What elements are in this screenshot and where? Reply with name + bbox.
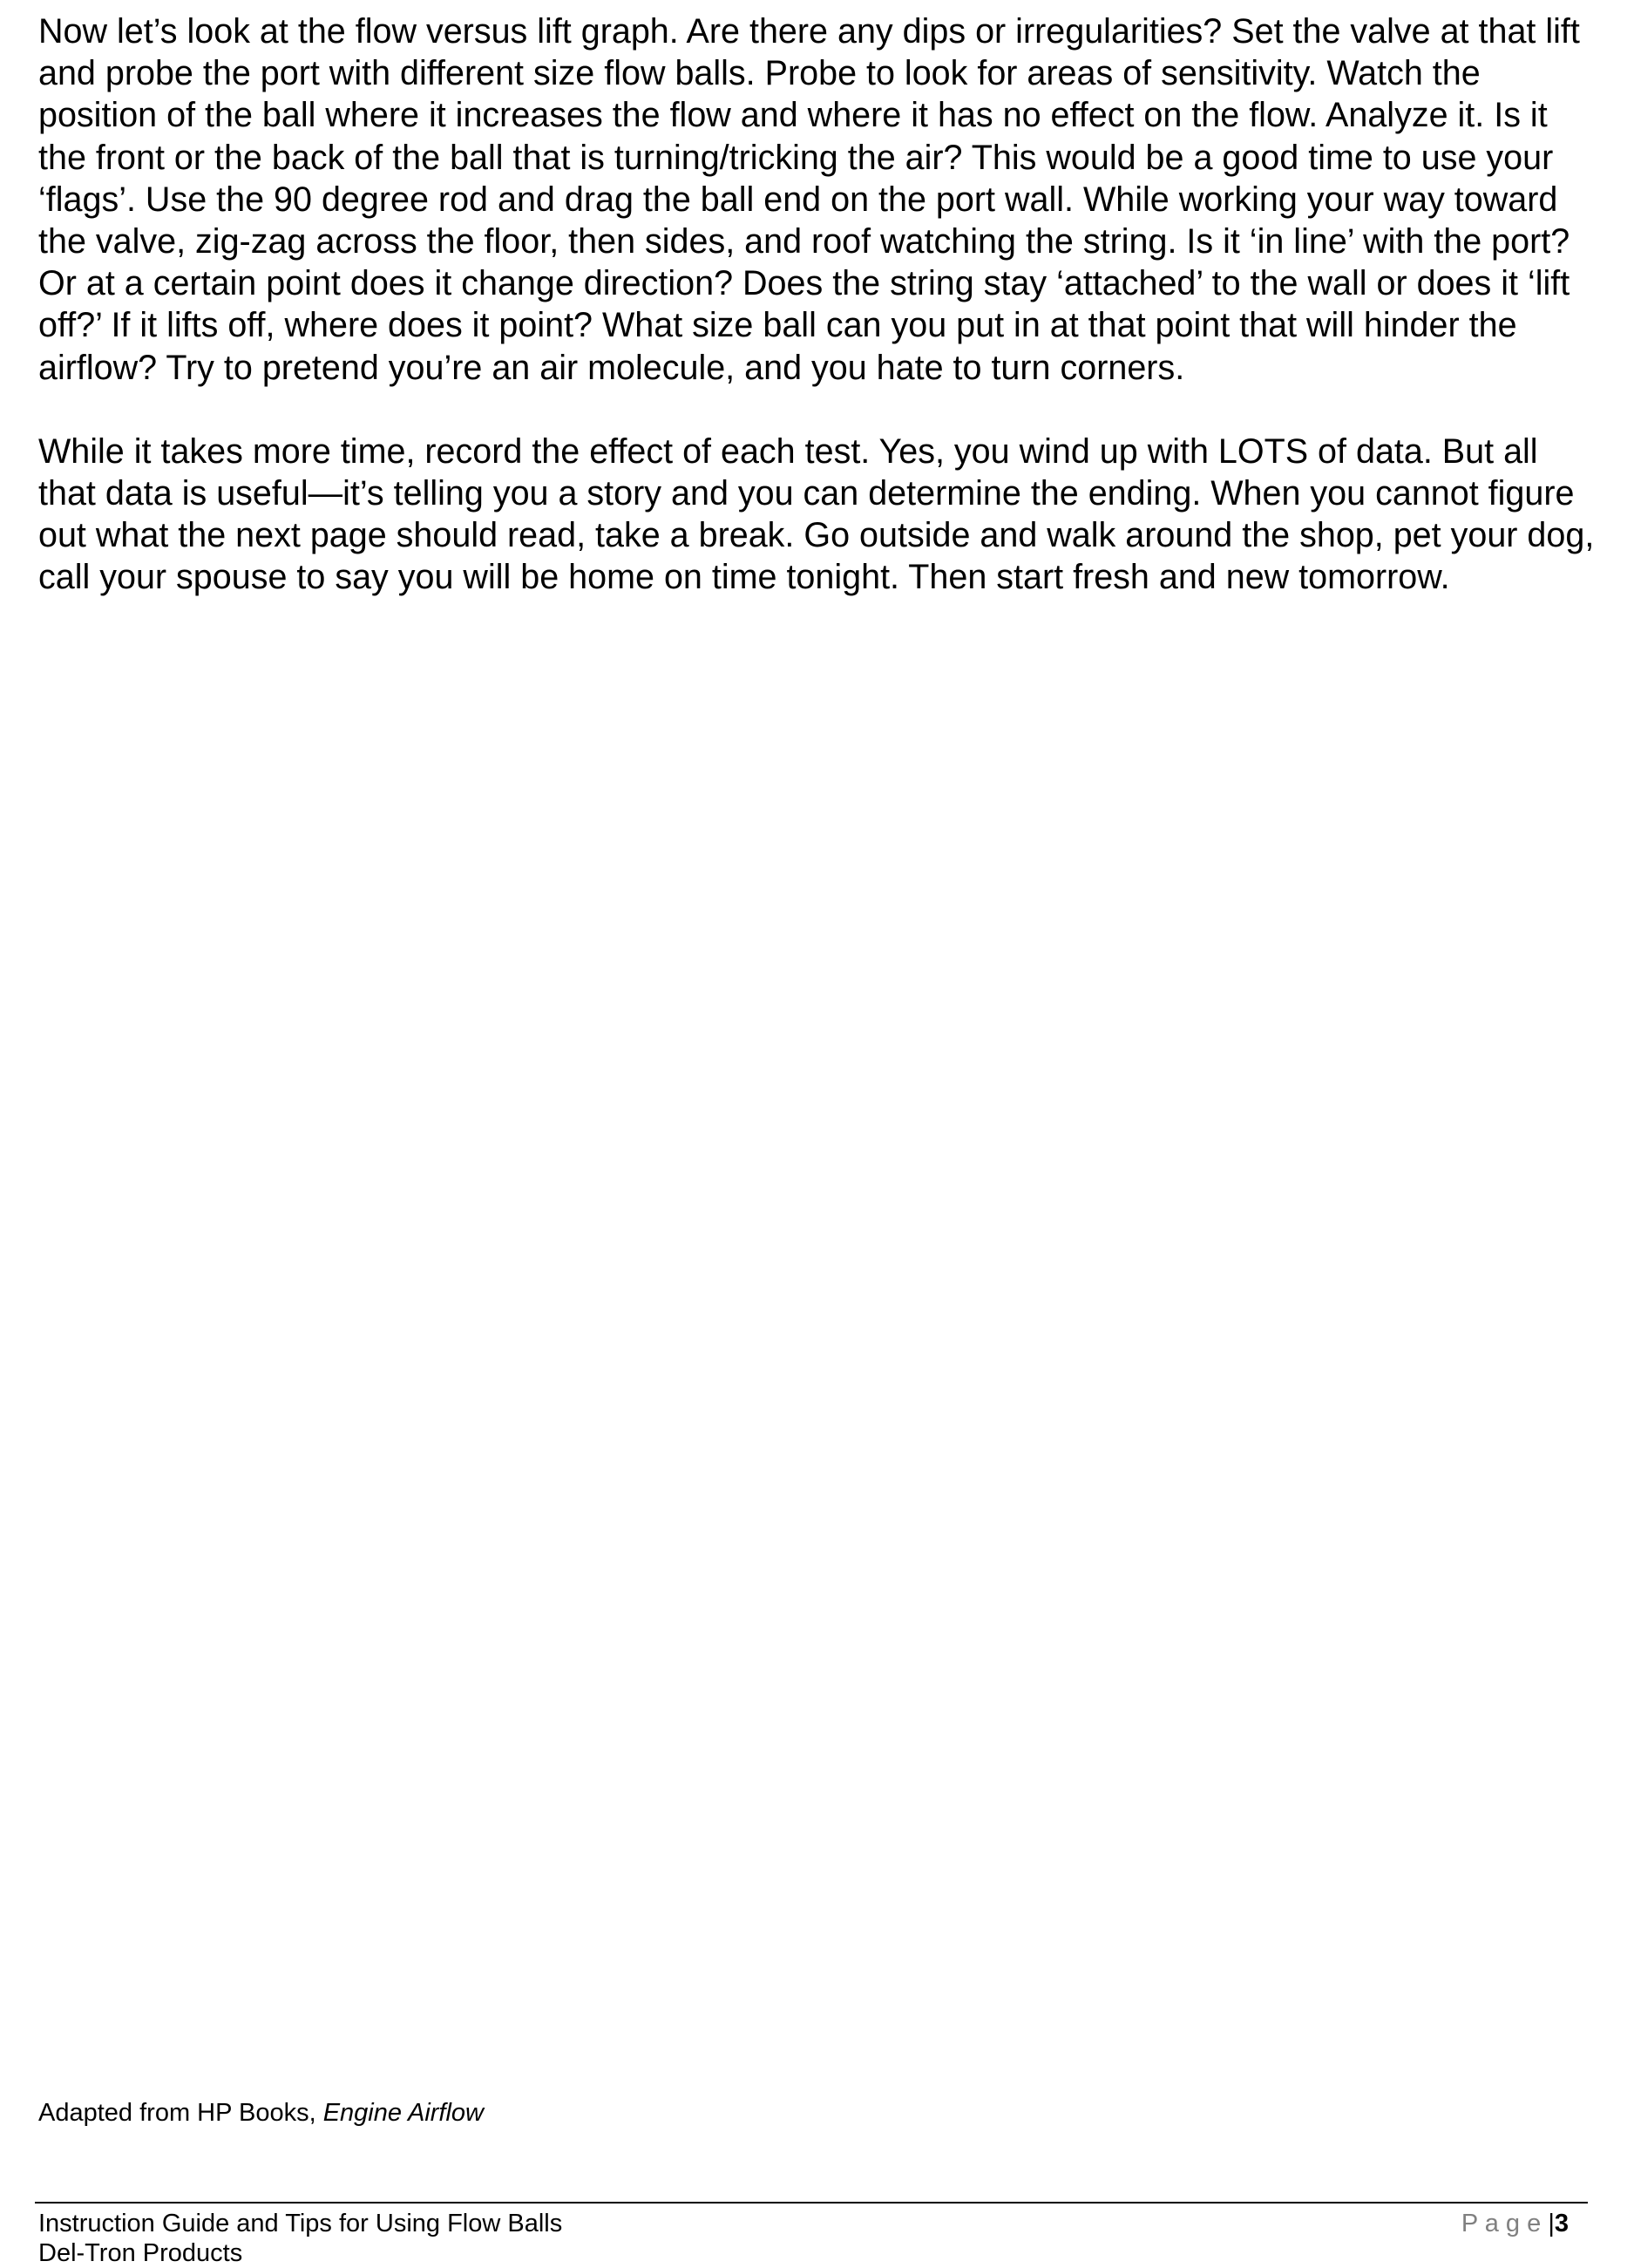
footer-info — [38, 2209, 562, 2268]
footer-guide-title: Instruction Guide and Tips for Using Flow Balls — [38, 2210, 563, 2237]
body-paragraph: While it takes more time, record the effect of each test. Yes, you wind up with LOTS of data. But all that data is useful—it’s telling you a story and you can determine the ending. When you cannot figure out what the next page should read, take a break. Go outside and walk around the shop, pet your dog, call your spouse to say you will be home on time tonight. Then start fresh and new tomorrow. — [38, 431, 1595, 597]
page-number-block — [1461, 2209, 1569, 2238]
footer-company: Del-Tron Products — [38, 2239, 243, 2267]
source-attribution — [38, 2097, 484, 2129]
attribution-prefix: Adapted from HP Books, — [38, 2099, 323, 2127]
footer-divider — [35, 2202, 1588, 2203]
page-number: 3 — [1554, 2210, 1569, 2237]
body-text — [38, 10, 1598, 599]
body-paragraph: Now let’s look at the flow versus lift graph. Are there any dips or irregularities? Set the valve at that lift and probe the port with different size flow balls. Probe to look for areas of sensitivity. Watch the position of the ball where it increases the flow and where it has no effect on the flow. Analyze it. Is it the front or the back of the ball that is turning/tricking the air? This would be a good time to use your ‘flags’. Use the 90 degree rod and drag the ball end on the port wall. While working your way toward the valve, zig-zag across the floor, then sides, and roof watching the string. Is it ‘in line’ with the port? Or at a certain point does it change direction? Does the string stay ‘attached’ to the wall or does it ‘lift off?’ If it lifts off, where does it point? What size ball can you put in at that point that will hinder the airflow? Try to pretend you’re an air molecule, and you hate to turn corners. — [38, 12, 1580, 387]
page-separator: | — [1548, 2210, 1555, 2237]
page-label: P a g e — [1461, 2210, 1542, 2237]
attribution-book-title: Engine Airflow — [322, 2099, 484, 2127]
